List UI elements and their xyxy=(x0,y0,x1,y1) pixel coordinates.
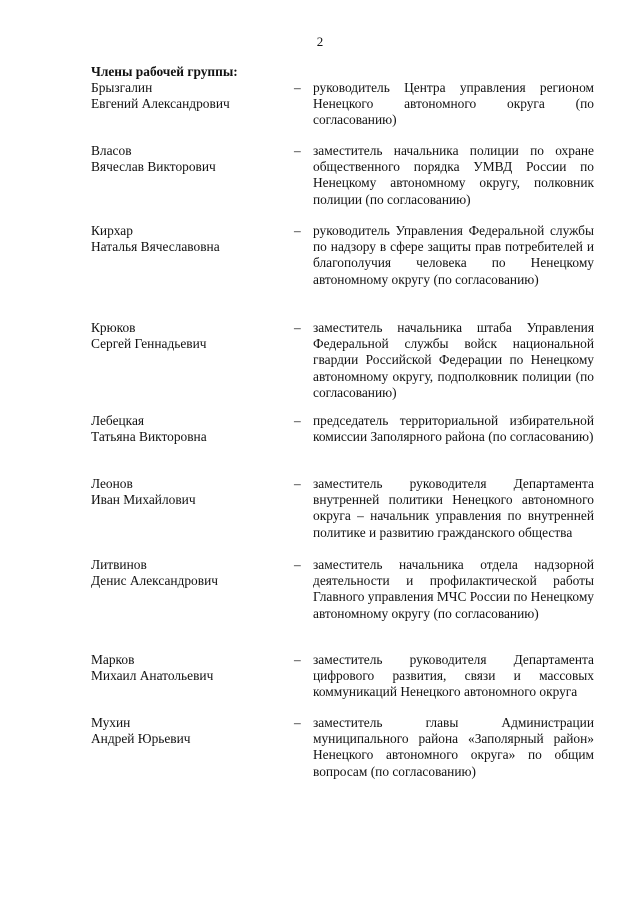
member-surname: Леонов xyxy=(91,476,133,491)
member-name xyxy=(91,143,281,175)
member-role: заместитель начальника штаба Управления Федеральной службы войск национальной гвардии Российской Федерации по Ненецкому автономному округу, подполковник полиции (по согласованию) xyxy=(313,320,594,400)
member-given-names: Евгений Александрович xyxy=(91,96,230,112)
member-role: заместитель начальника полиции по охране общественного порядка УМВД России по Ненецкому автономному округу, полковник полиции (по согласованию) xyxy=(313,143,594,207)
member-name xyxy=(91,80,281,112)
member-surname: Крюков xyxy=(91,320,136,335)
member-role: заместитель главы Администрации муниципального района «Заполярный район» Ненецкого автономного округа» по общим вопросам (по согласованию) xyxy=(313,715,594,779)
dash-separator: – xyxy=(294,652,301,667)
dash-separator: – xyxy=(294,715,301,730)
member-name xyxy=(91,557,281,589)
member-name xyxy=(91,413,281,445)
member-name xyxy=(91,476,281,508)
member-given-names: Вячеслав Викторович xyxy=(91,159,216,175)
member-surname: Литвинов xyxy=(91,557,147,572)
dash-separator: – xyxy=(294,223,301,238)
member-name xyxy=(91,223,281,255)
member-surname: Мухин xyxy=(91,715,131,730)
member-role: заместитель руководителя Департамента цифрового развития, связи и массовых коммуникаций Ненецкого автономного округа xyxy=(313,652,594,700)
member-given-names: Андрей Юрьевич xyxy=(91,731,191,747)
member-surname: Марков xyxy=(91,652,135,667)
page-number: 2 xyxy=(316,34,324,49)
member-role: заместитель начальника отдела надзорной деятельности и профилактической работы Главного управления МЧС России по Ненецкому автономному округу (по согласованию) xyxy=(313,557,594,621)
dash-separator: – xyxy=(294,476,301,491)
member-name xyxy=(91,320,281,352)
member-role: руководитель Центра управления регионом Ненецкого автономного округа (по согласованию) xyxy=(313,80,594,128)
member-surname: Власов xyxy=(91,143,132,158)
member-surname: Лебецкая xyxy=(91,413,145,428)
dash-separator: – xyxy=(294,413,301,428)
member-surname: Кирхар xyxy=(91,223,133,238)
member-given-names: Михаил Анатольевич xyxy=(91,668,214,684)
member-surname: Брызгалин xyxy=(91,80,153,95)
dash-separator: – xyxy=(294,143,301,158)
member-given-names: Татьяна Викторовна xyxy=(91,429,207,445)
section-heading: Члены рабочей группы: xyxy=(91,64,238,79)
member-role: председатель территориальной избирательной комиссии Заполярного района (по согласованию) xyxy=(313,413,594,445)
member-role: заместитель руководителя Департамента внутренней политики Ненецкого автономного округа – начальник управления по внутренней политике и развитию гражданского общества xyxy=(313,476,594,540)
member-role: руководитель Управления Федеральной службы по надзору в сфере защиты прав потребителей и благополучия человека по Ненецкому автономному округу (по согласованию) xyxy=(313,223,594,287)
member-given-names: Наталья Вячеславовна xyxy=(91,239,220,255)
dash-separator: – xyxy=(294,320,301,335)
member-name xyxy=(91,715,281,747)
member-given-names: Денис Александрович xyxy=(91,573,218,589)
member-name xyxy=(91,652,281,684)
member-given-names: Иван Михайлович xyxy=(91,492,196,508)
dash-separator: – xyxy=(294,557,301,572)
dash-separator: – xyxy=(294,80,301,95)
member-given-names: Сергей Геннадьевич xyxy=(91,336,207,352)
